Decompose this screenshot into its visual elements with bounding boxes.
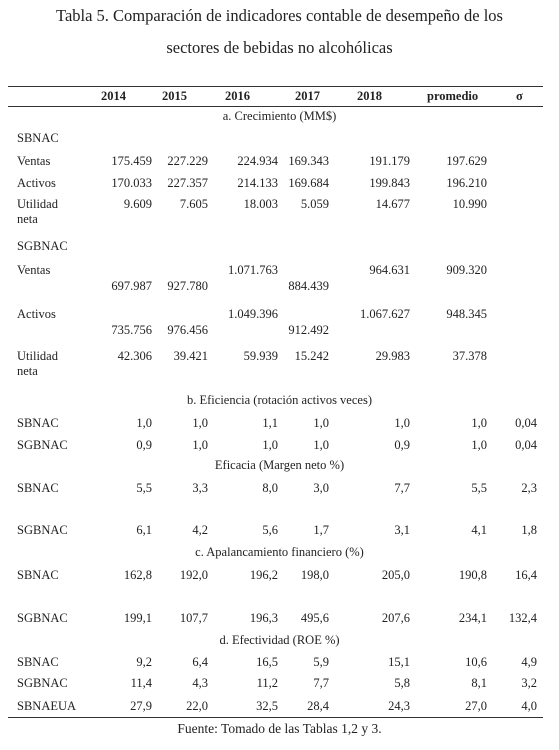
row-label: Utilidad [17, 197, 58, 211]
table-cell: 196.210 [446, 176, 487, 190]
table-cell: 1,0 [313, 438, 329, 452]
table-cell: 4,1 [471, 523, 487, 537]
table-cell: 909.320 [446, 263, 487, 277]
table-cell: 1,0 [192, 416, 208, 430]
table-cell: 16,5 [256, 655, 278, 669]
col-header-2015: 2015 [162, 89, 187, 103]
table-cell: 1,0 [192, 438, 208, 452]
table-cell: 59.939 [243, 349, 278, 363]
row-label: SGBNAC [17, 523, 68, 537]
table-cell: 22,0 [186, 699, 208, 713]
table-cell: 927.780 [167, 279, 208, 293]
table-cell: 192,0 [179, 568, 208, 582]
table-cell: 6,4 [192, 655, 208, 669]
table-cell: 11,2 [256, 676, 278, 690]
table-cell: 198,0 [300, 568, 329, 582]
table-cell: 1,0 [394, 416, 410, 430]
table-cell: 964.631 [369, 263, 410, 277]
table-cell: 32,5 [256, 699, 278, 713]
table-cell: 191.179 [369, 154, 410, 168]
table-cell: 15,1 [388, 655, 410, 669]
table-cell: 7,7 [394, 481, 410, 495]
table-top-rule [8, 86, 543, 87]
row-label: Ventas [17, 154, 51, 168]
table-cell: 3,2 [521, 676, 537, 690]
caption-line-2: sectores de bebidas no alcohólicas [166, 38, 393, 57]
table-cell: 16,4 [515, 568, 537, 582]
table-cell: 15.242 [294, 349, 329, 363]
table-cell: 3,1 [394, 523, 410, 537]
table-cell: 1,0 [313, 416, 329, 430]
row-label: Ventas [17, 263, 51, 277]
table-cell: 162,8 [123, 568, 152, 582]
header-bottom-rule [8, 106, 543, 107]
col-header-2014: 2014 [101, 89, 126, 103]
col-header-2017: 2017 [295, 89, 320, 103]
section-apalancamiento: c. Apalancamiento financiero (%) [195, 545, 364, 559]
table-cell: 175.459 [111, 154, 152, 168]
table-cell: 5,5 [136, 481, 152, 495]
table-cell: 884.439 [288, 279, 329, 293]
table-cell: 205,0 [381, 568, 410, 582]
table-cell: 6,1 [136, 523, 152, 537]
table-cell: 976.456 [167, 323, 208, 337]
table-cell: 42.306 [117, 349, 152, 363]
table-cell: 5,8 [394, 676, 410, 690]
caption-line-1: Tabla 5. Comparación de indicadores contable de desempeño de los [56, 6, 503, 25]
group-label-sgbnac: SGBNAC [17, 239, 68, 253]
table-cell: 169.684 [288, 176, 329, 190]
table-bottom-rule [8, 717, 543, 718]
row-label: SBNAEUA [17, 699, 77, 713]
table-cell: 214.133 [237, 176, 278, 190]
table-cell: 7.605 [179, 197, 208, 211]
table-cell: 9.609 [123, 197, 152, 211]
table-cell: 0,04 [515, 438, 537, 452]
table-cell: 8,0 [262, 481, 278, 495]
table-cell: 1,1 [262, 416, 278, 430]
row-label: SBNAC [17, 481, 59, 495]
table-cell: 8,1 [471, 676, 487, 690]
table-cell: 39.421 [173, 349, 208, 363]
col-header-2018: 2018 [357, 89, 382, 103]
row-label: SGBNAC [17, 676, 68, 690]
table-cell: 1,0 [471, 438, 487, 452]
table-cell: 28,4 [307, 699, 329, 713]
table-cell: 735.756 [111, 323, 152, 337]
table-cell: 14.677 [375, 197, 410, 211]
table-cell: 4,3 [192, 676, 208, 690]
section-eficacia: Eficacia (Margen neto %) [214, 458, 345, 472]
table-cell: 24,3 [388, 699, 410, 713]
row-label: neta [17, 364, 38, 378]
table-cell: 1,0 [262, 438, 278, 452]
table-cell: 1,0 [136, 416, 152, 430]
table-cell: 0,04 [515, 416, 537, 430]
table-cell: 7,7 [313, 676, 329, 690]
table-cell: 4,2 [192, 523, 208, 537]
table-cell: 1,0 [471, 416, 487, 430]
table-cell: 3,3 [192, 481, 208, 495]
table-cell: 107,7 [179, 611, 208, 625]
table-cell: 10,6 [465, 655, 487, 669]
row-label: SBNAC [17, 416, 59, 430]
table-cell: 5,5 [471, 481, 487, 495]
table-cell: 9,2 [136, 655, 152, 669]
row-label: SBNAC [17, 655, 59, 669]
table-cell: 697.987 [111, 279, 152, 293]
table-cell: 10.990 [452, 197, 487, 211]
table-cell: 196,2 [249, 568, 278, 582]
table-cell: 4,0 [521, 699, 537, 713]
table-cell: 170.033 [111, 176, 152, 190]
table-cell: 18.003 [243, 197, 278, 211]
table-cell: 3,0 [313, 481, 329, 495]
table-source-note: Fuente: Tomado de las Tablas 1,2 y 3. [177, 721, 382, 736]
table-cell: 0,9 [394, 438, 410, 452]
table-cell: 1.071.763 [228, 263, 278, 277]
table-cell: 37.378 [452, 349, 487, 363]
table-cell: 11,4 [130, 676, 152, 690]
table-cell: 495,6 [300, 611, 329, 625]
table-cell: 5,6 [262, 523, 278, 537]
table-cell: 948.345 [446, 307, 487, 321]
table-cell: 190,8 [458, 568, 487, 582]
table-cell: 197.629 [446, 154, 487, 168]
table-cell: 4,9 [521, 655, 537, 669]
table-cell: 169.343 [288, 154, 329, 168]
table-cell: 132,4 [508, 611, 537, 625]
row-label: Activos [17, 176, 56, 190]
table-cell: 5.059 [300, 197, 329, 211]
group-label-sbnac: SBNAC [17, 131, 59, 145]
table-cell: 207,6 [381, 611, 410, 625]
section-efectividad: d. Efectividad (ROE %) [219, 633, 340, 647]
row-label: Utilidad [17, 349, 58, 363]
table-cell: 27,0 [465, 699, 487, 713]
table-cell: 1,8 [521, 523, 537, 537]
table-cell: 27,9 [130, 699, 152, 713]
table-cell: 199,1 [123, 611, 152, 625]
col-header-2016: 2016 [225, 89, 250, 103]
row-label: SGBNAC [17, 611, 68, 625]
table-cell: 1,7 [313, 523, 329, 537]
table-cell: 912.492 [288, 323, 329, 337]
table-cell: 224.934 [237, 154, 278, 168]
section-eficiencia: b. Eficiencia (rotación activos veces) [187, 393, 372, 407]
row-label: Activos [17, 307, 56, 321]
row-label: neta [17, 212, 38, 226]
table-cell: 29.983 [375, 349, 410, 363]
row-label: SGBNAC [17, 438, 68, 452]
col-header-sigma: σ [516, 89, 523, 103]
col-header-promedio: promedio [427, 89, 479, 103]
table-cell: 2,3 [521, 481, 537, 495]
section-crecimiento: a. Crecimiento (MM$) [222, 109, 337, 123]
table-cell: 1.067.627 [360, 307, 410, 321]
table-cell: 1.049.396 [228, 307, 278, 321]
table-cell: 234,1 [458, 611, 487, 625]
row-label: SBNAC [17, 568, 59, 582]
table-cell: 0,9 [136, 438, 152, 452]
table-cell: 227.357 [167, 176, 208, 190]
table-cell: 5,9 [313, 655, 329, 669]
table-cell: 227.229 [167, 154, 208, 168]
table-cell: 196,3 [249, 611, 278, 625]
table-cell: 199.843 [369, 176, 410, 190]
